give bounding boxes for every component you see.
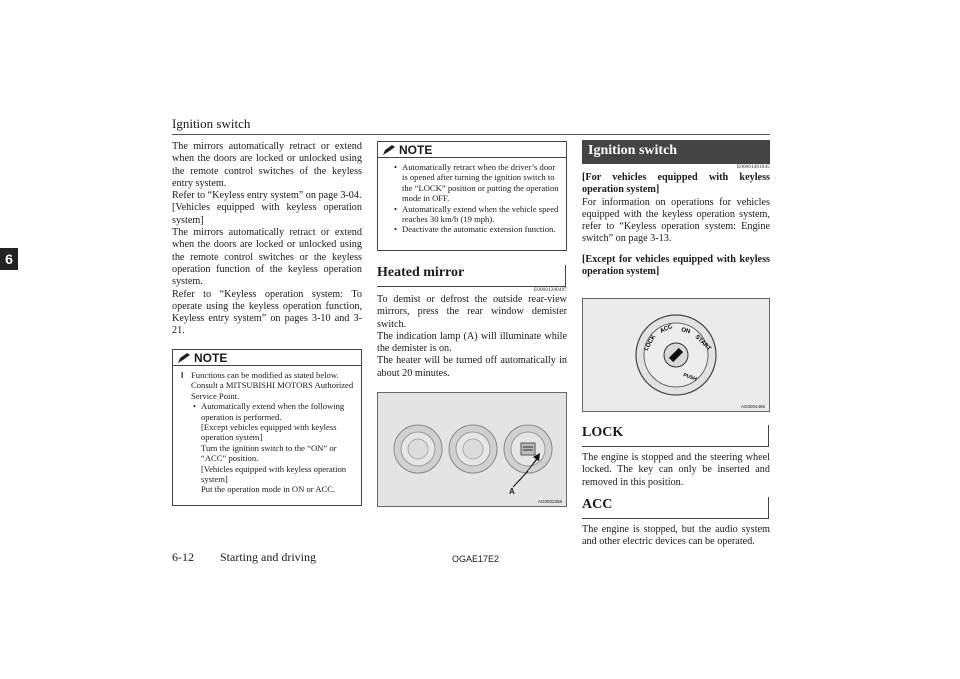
acc-text: The engine is stopped, but the audio system and other electric devices can be operated. [582, 524, 770, 548]
note-pencil-icon [177, 352, 191, 364]
left-paragraph: Refer to “Keyless entry system” on page 3-04. [172, 190, 362, 202]
heated-mirror-heading: Heated mirror [377, 265, 566, 287]
knob-left [394, 425, 442, 473]
note-body [378, 158, 566, 239]
left-paragraph: [Vehicles equipped with keyless operation system] [172, 202, 362, 226]
lock-heading: LOCK [582, 425, 769, 447]
keyless-text: For information on operations for vehicles equipped with the keyless operation system, refer to “Keyless operation system: Engine switch” on page 3-13. [582, 196, 770, 245]
heated-mirror-figure [377, 392, 567, 507]
switch-label-lock: LOCK [643, 334, 658, 352]
note-label: NOTE [194, 350, 228, 365]
left-paragraph: The mirrors automatically retract or extend when the doors are locked or unlocked using the remote control switches or the keyless operation function of the keyless operation system. [172, 227, 362, 288]
note-subline: [Vehicles equipped with keyless operation system] [201, 463, 347, 485]
note-pencil-icon [382, 144, 396, 156]
keyless-heading: [For vehicles equipped with keyless operation system] [582, 172, 770, 196]
heated-mirror-paragraph: To demist or defrost the outside rear-view mirrors, press the rear window demister switch. [377, 294, 567, 330]
note-subline: Turn the ignition switch to the “ON” or “ACC” position. [201, 442, 337, 464]
knob-right-demister [504, 425, 552, 473]
left-paragraph: The mirrors automatically retract or extend when the doors are locked or unlocked using the remote control switches of the keyless entry system. [172, 141, 362, 189]
figure-code: AG0002358 [537, 499, 562, 504]
middle-note-box [377, 141, 567, 251]
note-header [378, 142, 566, 158]
ignition-key-cylinder [583, 299, 769, 411]
left-column [172, 141, 362, 338]
note-subitem: • Automatically extend when the following operation is performed. [Except vehicles equipped with keyless operation system] Turn the ignition switch to the “ON” or “ACC” position. [Vehicles equipped with keyless operation system] Put the operation mode in ON or ACC. [191, 401, 355, 495]
heated-mirror-text [377, 294, 567, 380]
left-note-box [172, 349, 362, 506]
figure-label-a: A [509, 487, 515, 496]
except-heading: [Except for vehicles equipped with keyless operation system] [582, 253, 770, 278]
footer-section-name: Starting and driving [220, 550, 316, 564]
figure-code: AG0004466 [740, 404, 765, 409]
note-header [173, 350, 361, 366]
heated-mirror-code: E00601200497 [534, 288, 567, 293]
note-body [173, 366, 361, 499]
note-subline: [Except vehicles equipped with keyless operation system] [201, 422, 337, 443]
mirror-switches-illustration [378, 393, 566, 506]
switch-label-acc: ACC [659, 323, 674, 335]
ignition-switch-heading: Ignition switch [582, 140, 770, 164]
page-header-title: Ignition switch [172, 116, 251, 131]
note-subline: Put the operation mode in ON or ACC. [201, 484, 336, 495]
note-item: • Deactivate the automatic extension function. [392, 224, 560, 234]
chapter-tab: 6 [0, 248, 18, 270]
note-item: • Automatically extend when the vehicle speed reaches 30 km/h (19 mph). [392, 204, 560, 225]
footer-page-number: 6-12 [172, 550, 194, 564]
note-item: • Automatically retract when the driver’s door is opened after turning the ignition switch to the “LOCK” position or putting the operation mode in OFF. [392, 162, 560, 204]
heated-mirror-paragraph: The heater will be turned off automatically in about 20 minutes. [377, 355, 567, 379]
acc-heading: ACC [582, 497, 769, 519]
ignition-switch-figure [582, 298, 770, 412]
left-paragraph: Refer to “Keyless operation system: To operate using the keyless operation function, Keyless entry system” on pages 3-10 and 3-21. [172, 288, 362, 337]
note-item: l Functions can be modified as stated below. Consult a MITSUBISHI MOTORS Authorized Service Point. • Automatically extend when the following operation is performed. [Except vehicles equipped with keyless operation system] Turn the ignition switch to the “ON” or “ACC” position. [Vehicles equipped with keyless operation system] Put the operation mode in ON or ACC. [181, 370, 355, 495]
header-rule [172, 134, 770, 135]
footer-doc-code: OGAE17E2 [452, 554, 500, 564]
knob-middle [449, 425, 497, 473]
switch-label-start: START [693, 334, 712, 353]
right-column-text [582, 172, 770, 278]
switch-label-push: PUSH [682, 372, 698, 383]
lock-text: The engine is stopped and the steering wheel locked. The key can only be inserted and removed in this position. [582, 452, 770, 488]
switch-label-on: ON [680, 327, 691, 336]
note-label: NOTE [399, 142, 433, 157]
ignition-switch-code: E00601401845 [737, 165, 770, 170]
heated-mirror-paragraph: The indication lamp (A) will illuminate while the demister is on. [377, 330, 567, 355]
